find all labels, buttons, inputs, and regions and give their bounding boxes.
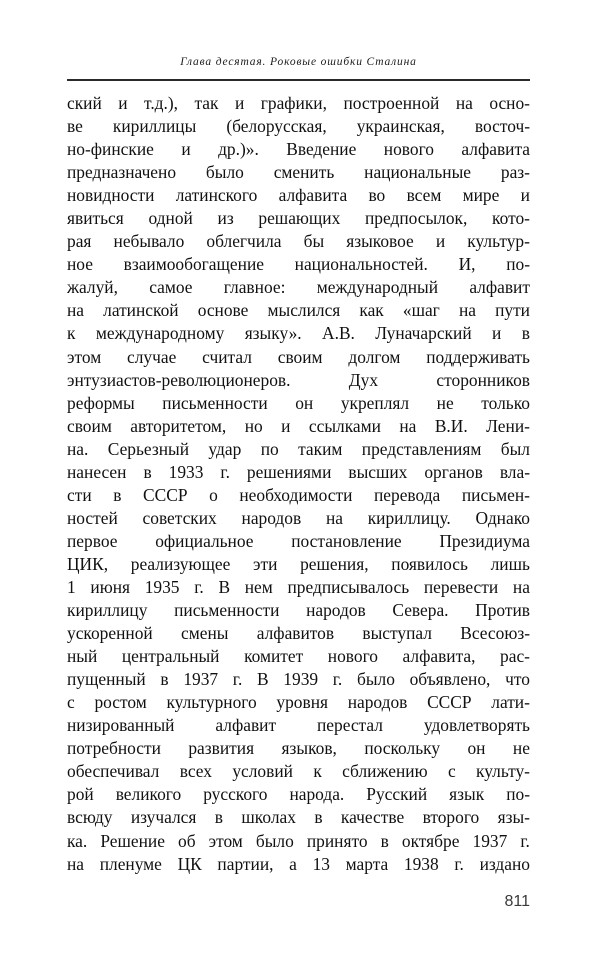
text-line: кириллицу письменности народов Севера. Против <box>67 600 530 621</box>
text-line: низированный алфавит перестал удовлетворять <box>67 715 530 736</box>
text-line: ускоренной смены алфавитов выступал Всесоюз- <box>67 623 530 644</box>
text-line: энтузиастов-революционеров. Дух сторонников <box>67 369 530 390</box>
text-line: рая небывало облегчила бы языковое и культур- <box>67 231 530 252</box>
text-line: потребности развития языков, поскольку он не <box>67 738 530 759</box>
text-line: но-финские и др.)». Введение нового алфавита <box>67 139 530 160</box>
body-text-block <box>67 92 530 876</box>
text-line: обеспечивал всех условий к сближению с культу- <box>67 761 530 782</box>
text-line: на латинской основе мыслился как «шаг на пути <box>67 300 530 321</box>
header-rule <box>67 79 530 81</box>
text-line: ное взаимообогащение национальностей. И, по- <box>67 254 530 275</box>
text-line: ский и т.д.), так и графики, построенной на осно- <box>67 93 530 113</box>
text-line: 1 июня 1935 г. В нем предписывалось перевести на <box>67 576 530 597</box>
text-line: с ростом культурного уровня народов СССР лати- <box>67 692 530 713</box>
text-line: ЦИК, реализующее эти решения, появилось лишь <box>67 553 530 574</box>
text-line: ностей советских народов на кириллицу. Однако <box>67 507 530 528</box>
text-line: ный центральный комитет нового алфавита, рас- <box>67 646 530 667</box>
page-number: 811 <box>504 893 530 910</box>
text-line: этом случае считал своим долгом поддерживать <box>67 346 530 367</box>
text-line: жалуй, самое главное: международный алфавит <box>67 277 530 298</box>
text-line: реформы письменности он укреплял не только <box>67 392 530 413</box>
text-line: своим авторитетом, но и ссылками на В.И. Лени- <box>67 415 530 436</box>
text-line: первое официальное постановление Президиума <box>67 530 530 551</box>
text-line: всюду изучался в школах в качестве второго язы- <box>67 807 530 828</box>
text-line: новидности латинского алфавита во всем мире и <box>67 185 530 206</box>
text-line: на. Серьезный удар по таким представлениям был <box>67 438 530 459</box>
text-line: сти в СССР о необходимости перевода письмен- <box>67 484 530 505</box>
text-line: к международному языку». А.В. Луначарский и в <box>67 323 530 344</box>
text-line: предназначено было сменить национальные раз- <box>67 162 530 183</box>
text-line: на пленуме ЦК партии, а 13 марта 1938 г. издано <box>67 853 530 874</box>
text-line: нанесен в 1933 г. решениями высших органов вла- <box>67 461 530 482</box>
text-line: пущенный в 1937 г. В 1939 г. было объявлено, что <box>67 669 530 690</box>
text-line: явиться одной из решающих предпосылок, кото- <box>67 208 530 229</box>
running-head: Глава десятая. Роковые ошибки Сталина <box>180 56 417 68</box>
text-line: рой великого русского народа. Русский язык по- <box>67 784 530 805</box>
text-line: ве кириллицы (белорусская, украинская, восточ- <box>67 116 530 137</box>
text-line: ка. Решение об этом было принято в октябре 1937 г. <box>67 830 530 851</box>
